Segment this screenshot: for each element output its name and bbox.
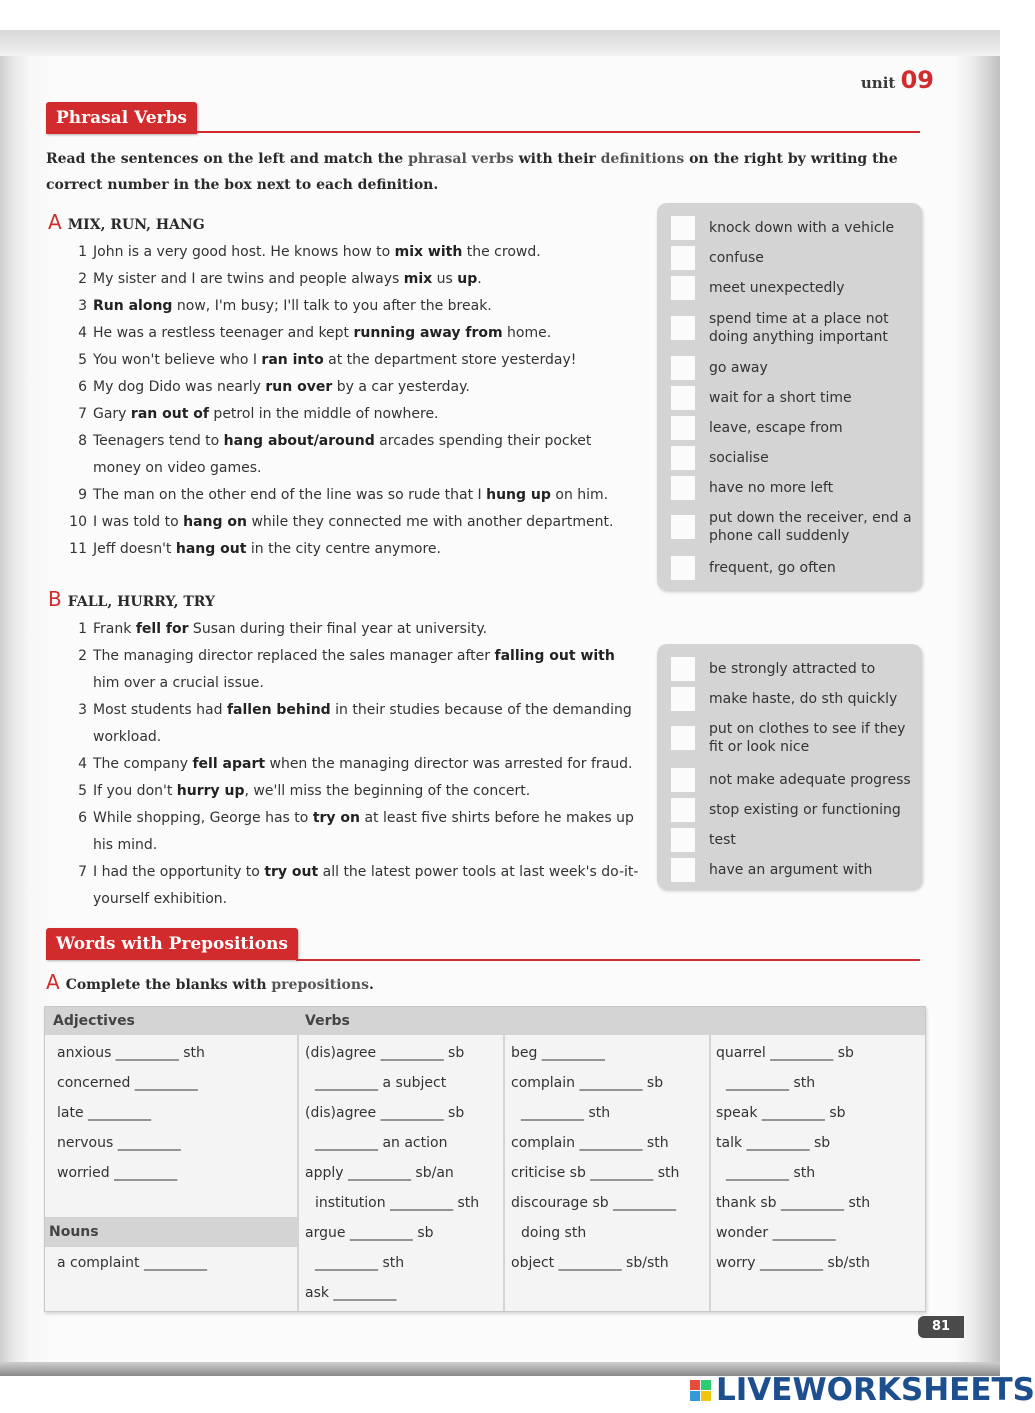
sentence-fragment: I was told to: [93, 514, 184, 530]
sentence-number: 8: [78, 433, 87, 449]
sentence-number: 1: [78, 244, 87, 260]
sentence-fragment: him over a crucial issue.: [93, 675, 264, 691]
table-cell: beg _________: [511, 1045, 605, 1061]
sentence-fragment: John is a very good host. He knows how to: [93, 244, 395, 260]
definition-text: be strongly attracted to: [709, 661, 876, 677]
sentence-fragment: Most students had: [93, 702, 227, 718]
header-verbs: Verbs: [305, 1013, 350, 1029]
table-cell: ask _________: [305, 1285, 397, 1301]
sentence-item: [60, 697, 642, 751]
phrasal-verb: hung up: [486, 487, 551, 503]
definition-text: knock down with a vehicle: [709, 220, 895, 236]
phrasal-verb: mix with: [394, 244, 463, 260]
scan-shadow: [0, 30, 1000, 56]
prepositions-table: [44, 1006, 926, 1312]
unit-number: 09: [900, 66, 934, 94]
table-cell: (dis)agree _________ sb: [305, 1105, 465, 1121]
sentence-fragment: petrol in the middle of nowhere.: [208, 406, 439, 422]
phrasal-verb: hurry up: [176, 783, 245, 799]
prep-section-a-heading: A Complete the blanks with prepositions.: [46, 970, 374, 994]
table-cell: worried _________: [57, 1165, 178, 1181]
sentence-text: [93, 778, 642, 805]
table-cell: _________ sth: [726, 1075, 816, 1091]
sentence-number: 5: [78, 352, 87, 368]
sentence-fragment: on him.: [550, 487, 609, 503]
sentence-text: [93, 536, 640, 563]
sentence-fragment: while they connected me with another department.: [247, 514, 614, 530]
table-cell: _________ a subject: [315, 1075, 447, 1091]
table-cell: _________ sth: [315, 1255, 405, 1271]
header-nouns: Nouns: [49, 1224, 99, 1240]
answer-box[interactable]: [671, 726, 695, 750]
top-margin: [0, 0, 1000, 30]
sentence-text: [93, 266, 640, 293]
sentence-fragment: You won't believe who I: [93, 352, 262, 368]
answer-box[interactable]: [671, 828, 695, 852]
phrasal-verb: falling out with: [494, 648, 615, 664]
sentence-text: [93, 401, 640, 428]
definition-item: [671, 276, 918, 300]
definition-item: [671, 310, 918, 346]
sentence-list-b: [60, 616, 642, 913]
phrasal-verb: up: [457, 271, 478, 287]
answer-box[interactable]: [671, 687, 695, 711]
sentence-list-a: [60, 239, 640, 563]
definition-panel-b: [657, 644, 922, 889]
sentence-fragment: Gary: [93, 406, 131, 422]
sentence-item: [60, 805, 642, 859]
sentence-number: 2: [78, 271, 87, 287]
table-cell: speak _________ sb: [716, 1105, 846, 1121]
sentence-number: 3: [78, 298, 87, 314]
sentence-fragment: Jeff doesn't: [93, 541, 176, 557]
answer-box[interactable]: [671, 556, 695, 580]
header-adjectives: Adjectives: [53, 1013, 135, 1029]
sentence-fragment: The managing director replaced the sales manager after: [93, 648, 495, 664]
column-divider: [503, 1007, 505, 1311]
definition-text: go away: [709, 360, 768, 376]
phrasal-verb: run over: [265, 379, 333, 395]
answer-box[interactable]: [671, 476, 695, 500]
sentence-text: [93, 805, 642, 859]
table-cell: _________ sth: [726, 1165, 816, 1181]
sentence-text: [93, 859, 642, 913]
table-cell: thank sb _________ sth: [716, 1195, 871, 1211]
definition-item: [671, 216, 918, 240]
sentence-item: [60, 643, 642, 697]
table-cell: apply _________ sb/an: [305, 1165, 454, 1181]
sentence-number: 7: [78, 406, 87, 422]
unit-label: unit 09: [860, 66, 934, 94]
sentence-fragment: the crowd.: [462, 244, 541, 260]
definition-text: not make adequate progress: [709, 772, 911, 788]
instructions: Read the sentences on the left and match the phrasal verbs with their definitions on the right by writing the correct number in the box next to each definition.: [46, 151, 898, 193]
sentence-item: [60, 428, 640, 482]
sentence-fragment: home.: [502, 325, 552, 341]
table-cell: anxious _________ sth: [57, 1045, 205, 1061]
table-cell: doing sth: [521, 1225, 587, 1241]
sentence-fragment: .: [477, 271, 482, 287]
answer-box[interactable]: [671, 356, 695, 380]
sentence-fragment: Frank: [93, 621, 136, 637]
definition-text: put on clothes to see if they fit or look nice: [709, 721, 906, 755]
page-number: 81: [918, 1316, 964, 1338]
definition-text: spend time at a place not doing anything important: [709, 311, 889, 345]
definition-item: [671, 446, 918, 470]
sentence-item: [60, 859, 642, 913]
sentence-number: 5: [78, 783, 87, 799]
table-cell: criticise sb _________ sth: [511, 1165, 680, 1181]
table-cell: a complaint _________: [57, 1255, 207, 1271]
sentence-text: [93, 751, 642, 778]
sentence-text: [93, 697, 642, 751]
definition-item: [671, 858, 918, 882]
sentence-fragment: The man on the other end of the line was so rude that I: [93, 487, 487, 503]
definition-text: stop existing or functioning: [709, 802, 901, 818]
table-cell: institution _________ sth: [315, 1195, 480, 1211]
table-cell: object _________ sb/sth: [511, 1255, 669, 1271]
sentence-fragment: arcades spending their pocket money on video games.: [93, 433, 592, 476]
answer-box[interactable]: [671, 858, 695, 882]
sentence-text: [93, 643, 642, 697]
phrasal-verb: try on: [312, 810, 360, 826]
phrasal-verb: hang out: [175, 541, 247, 557]
sentence-fragment: at least five shirts before he makes up his mind.: [93, 810, 634, 853]
sentence-fragment: when the managing director was arrested for fraud.: [265, 756, 633, 772]
phrasal-verb: mix: [403, 271, 433, 287]
liveworksheets-logo-icon: [690, 1380, 712, 1402]
phrasal-verb: Run along: [93, 298, 173, 314]
sentence-text: [93, 374, 640, 401]
definition-item: [671, 657, 918, 681]
sentence-fragment: The company: [93, 756, 193, 772]
definition-item: [671, 416, 918, 440]
answer-box[interactable]: [671, 316, 695, 340]
sentence-number: 4: [78, 325, 87, 341]
sentence-item: [60, 536, 640, 563]
definition-item: [671, 509, 918, 545]
sentence-number: 4: [78, 756, 87, 772]
definition-text: leave, escape from: [709, 420, 843, 436]
sentence-fragment: My sister and I are twins and people always: [93, 271, 404, 287]
table-cell: _________ an action: [315, 1135, 448, 1151]
definition-text: wait for a short time: [709, 390, 852, 406]
sentence-number: 9: [78, 487, 87, 503]
sentence-text: [93, 616, 642, 643]
sentence-item: [60, 266, 640, 293]
definition-text: put down the receiver, end a phone call suddenly: [709, 510, 912, 544]
definition-item: [671, 687, 918, 711]
sentence-item: [60, 509, 640, 536]
sentence-text: [93, 320, 640, 347]
table-cell: _________ sth: [521, 1105, 611, 1121]
sentence-fragment: all the latest power tools at last week's do-it-yourself exhibition.: [93, 864, 639, 907]
table-cell: (dis)agree _________ sb: [305, 1045, 465, 1061]
table-cell: quarrel _________ sb: [716, 1045, 854, 1061]
sentence-item: [60, 616, 642, 643]
table-cell: talk _________ sb: [716, 1135, 831, 1151]
sentence-fragment: at the department store yesterday!: [323, 352, 577, 368]
definition-text: frequent, go often: [709, 560, 836, 576]
answer-box[interactable]: [671, 768, 695, 792]
sentence-number: 2: [78, 648, 87, 664]
sentence-number: 3: [78, 702, 87, 718]
sentence-fragment: While shopping, George has to: [93, 810, 313, 826]
phrasal-verb: ran into: [261, 352, 324, 368]
sentence-fragment: by a car yesterday.: [332, 379, 470, 395]
definition-item: [671, 798, 918, 822]
sentence-item: [60, 347, 640, 374]
sentence-item: [60, 778, 642, 805]
definition-item: [671, 386, 918, 410]
sentence-fragment: in their studies because of the demanding workload.: [93, 702, 632, 745]
sentence-text: [93, 509, 640, 536]
sentence-fragment: I had the opportunity to: [93, 864, 265, 880]
answer-box[interactable]: [671, 446, 695, 470]
definition-text: socialise: [709, 450, 769, 466]
table-cell: concerned _________: [57, 1075, 198, 1091]
table-cell: worry _________ sb/sth: [716, 1255, 871, 1271]
table-header: [45, 1007, 925, 1035]
phrasal-verbs-title: Phrasal Verbs: [46, 102, 197, 134]
sentence-fragment: If you don't: [93, 783, 177, 799]
column-divider: [709, 1007, 711, 1311]
sentence-number: 6: [78, 810, 87, 826]
definition-item: [671, 246, 918, 270]
sentence-number: 1: [78, 621, 87, 637]
sentence-fragment: in the city centre anymore.: [246, 541, 441, 557]
table-cell: nervous _________: [57, 1135, 181, 1151]
sentence-text: [93, 347, 640, 374]
definition-text: make haste, do sth quickly: [709, 691, 898, 707]
section-divider: [190, 131, 920, 133]
definition-item: [671, 356, 918, 380]
section-divider: [296, 959, 920, 961]
column-divider: [297, 1007, 299, 1311]
phrasal-verb: hang about/around: [223, 433, 375, 449]
sentence-fragment: Teenagers tend to: [93, 433, 224, 449]
sentence-fragment: He was a restless teenager and kept: [93, 325, 354, 341]
section-b-heading: B FALL, HURRY, TRY: [48, 587, 215, 611]
definition-panel-a: [657, 203, 922, 590]
sentence-fragment: Susan during their final year at university.: [188, 621, 488, 637]
sentence-item: [60, 239, 640, 266]
table-cell: argue _________ sb: [305, 1225, 434, 1241]
table-cell: complain _________ sb: [511, 1075, 664, 1091]
sentence-text: [93, 293, 640, 320]
answer-box[interactable]: [671, 657, 695, 681]
answer-box[interactable]: [671, 416, 695, 440]
sentence-item: [60, 401, 640, 428]
sentence-number: 11: [69, 541, 87, 557]
sentence-item: [60, 293, 640, 320]
sentence-item: [60, 374, 640, 401]
prepositions-title: Words with Prepositions: [46, 928, 298, 960]
definition-text: meet unexpectedly: [709, 280, 845, 296]
definition-item: [671, 768, 918, 792]
sentence-item: [60, 482, 640, 509]
definition-item: [671, 556, 918, 580]
answer-box[interactable]: [671, 515, 695, 539]
table-cell: discourage sb _________: [511, 1195, 677, 1211]
table-cell: wonder _________: [716, 1225, 836, 1241]
phrasal-verb: fallen behind: [226, 702, 331, 718]
phrasal-verb: fell for: [135, 621, 189, 637]
definition-item: [671, 828, 918, 852]
liveworksheets-brand: LIVEWORKSHEETS: [716, 1372, 1035, 1408]
answer-box[interactable]: [671, 276, 695, 300]
definition-item: [671, 720, 918, 756]
sentence-number: 6: [78, 379, 87, 395]
phrasal-verb: try out: [264, 864, 319, 880]
table-cell: late _________: [57, 1105, 152, 1121]
definition-text: test: [709, 832, 736, 848]
answer-box[interactable]: [671, 798, 695, 822]
answer-box[interactable]: [671, 216, 695, 240]
phrasal-verb: hang on: [183, 514, 248, 530]
sentence-text: [93, 239, 640, 266]
sentence-fragment: us: [432, 271, 458, 287]
sentence-number: 10: [69, 514, 87, 530]
sentence-fragment: My dog Dido was nearly: [93, 379, 266, 395]
phrasal-verb: fell apart: [192, 756, 266, 772]
sentence-item: [60, 320, 640, 347]
definition-text: confuse: [709, 250, 764, 266]
phrasal-verb: running away from: [353, 325, 503, 341]
section-a-heading: A MIX, RUN, HANG: [48, 210, 205, 234]
table-cell: complain _________ sth: [511, 1135, 669, 1151]
answer-box[interactable]: [671, 386, 695, 410]
sentence-number: 7: [78, 864, 87, 880]
definition-text: have no more left: [709, 480, 834, 496]
answer-box[interactable]: [671, 246, 695, 270]
sentence-text: [93, 428, 640, 482]
sentence-fragment: , we'll miss the beginning of the concert.: [244, 783, 531, 799]
definition-item: [671, 476, 918, 500]
phrasal-verb: ran out of: [130, 406, 209, 422]
sentence-text: [93, 482, 640, 509]
definition-text: have an argument with: [709, 862, 873, 878]
sentence-item: [60, 751, 642, 778]
sentence-fragment: now, I'm busy; I'll talk to you after the break.: [172, 298, 492, 314]
